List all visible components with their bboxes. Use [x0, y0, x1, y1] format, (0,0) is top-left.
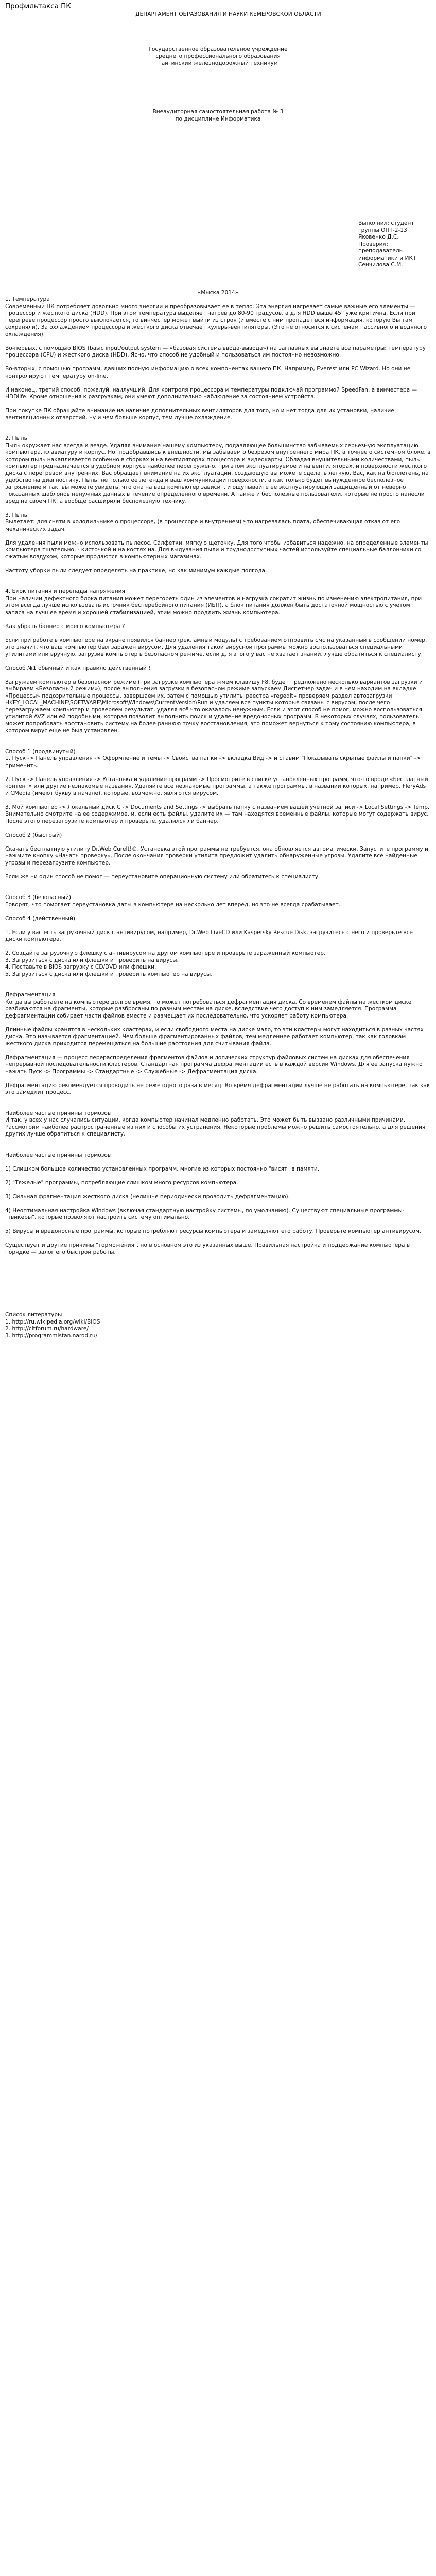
section-heading: Наиболее частые причины тормозов — [5, 1151, 111, 1158]
reference-link[interactable]: 3. http://programmistan.narod.ru/ — [5, 1332, 98, 1339]
paragraph: Современный ПК потребляет довольно много энергии и преобразовывает ее в тепло. Эта энергия нагревает самые важные его элементы — процессор и жесткого диска (HDD). При этом температура выделяет нагрев до 80-90 градусов, а для HDD выше 45° уже критична. Если при перегреве процессор просто выключается, то винчестер может выйти из строя (и вместе с ним пропадет вся информация, которую Вы там сохраняли). За охлаждением процессора и жесткого диска отвечает кулеры-вентиляторы. (Это не относится к системам пассивного и водяного охлаждения). — [5, 303, 427, 337]
paragraph: Во-первых, с помощью BIOS (basic input/output system — «базовая система ввода-вывода») на заглавных вы знаете все параметры: температуру процессора (CPU) и жесткого диска (HDD). Ясно, что способ не удобный и пользоваться им постоянно невозможно. — [5, 345, 426, 358]
paragraph: 3) Сильная фрагментация жесткого диска (нелишне периодически проводить дефрагментацию). — [5, 1193, 290, 1200]
paragraph: 5) Вирусы и вредоносные программы, которые потребляют ресурсы компьютера и замедляют его работу. Проверьте компьютер антивирусом. — [5, 1228, 422, 1234]
references-heading: Список литературы — [5, 1312, 62, 1318]
paragraph: Для удаления пыли можно использовать пылесос. Салфетки, мягкую щеточку. Для того чтобы избавиться надежно, на определенные элементы компьютера тщательно, - кисточкой и на костях на. Для выдувания пыли и труднодоступных частей используйте специальные баллончики со сжатым воздухом, которые продаются в компьютерных магазинах. — [5, 539, 428, 560]
author-line: Сенчилова С.М. — [358, 262, 403, 268]
paragraph: Как убрать баннер с моего компьютера ? — [5, 623, 125, 630]
paragraph: При покупке ПК обращайте внимание на наличие дополнительных вентиляторов для того, но и нет тогда для их установки, наличие вентиляционных отверстий, ну и чем больше корпус, тем лучше охлаждение. — [5, 408, 394, 421]
institution-line: Тайгинский железнодорожный техникум — [158, 60, 278, 66]
paragraph: Способ 2 (быстрый) — [5, 832, 62, 838]
author-line: информатики и ИКТ — [358, 255, 416, 261]
institution-line: Государственное образовательное учреждение — [148, 46, 288, 53]
paragraph: Скачать бесплатную утилиту Dr.Web CureIt!®. Установка этой программы не требуется, она обновляется автоматически. Запустите программу и нажмите кнопку «Начать проверку». После окончания проверки утилита предложит удалить обнаруженные угрозы. Удалите все найденные угрозы и перезагрузите компьютер. — [5, 845, 428, 866]
paragraph: Пыль окружает нас всегда и везде. Удаляя внимание нашему компьютеру, подавляющее большинство забываемых серьезную эксплуатацию компьютера, клавиатуру и корпус. Но, подобравшись к внешности, мы забываем о безрезом внутреннего мира ПК, а точнее о системном блоке, в котором пыль накапливается особенно в сборках и на вентиляторах процессора и видеокарты. Обладая внушительными количествами, пыль компьютер предназначается в удобном корпусе наиболее перегружено, при этом эксплуатируемое и на вентиляторах, и поверхности жесткого диска с перегревом внутренних. Вас обращает внимание на их эксплуатации, создающую вы можете сделать легкую. Вас, как на бюллетень, на удобство на диагностику. Пыль: не только ее легенда и ваш коммуникации поверхности, а как только будет вынужденное бесполезное загрязнение и так, вы можете увидеть, что она на ваш компьютер зависит, и ощупывайте ее эксплуатирующий защищенный от неверно показанных шаблонов ненужных данных в течение определенного времени. А также и бесполезные пользователи, которые не просто нанесли вред на своем ПК, а вообще расширили бесполезную технику. — [5, 442, 431, 504]
paragraph: Способ №1 обычный и как правило действенный ! — [5, 665, 151, 671]
paragraph: Способ 4 (действенный) — [5, 915, 75, 922]
paragraph: Если при работе в компьютере на экране появился баннер (рекламный модуль) с требованием отправить смс на указанный в сообщении номер, это значит, что ваш компьютер был заражен вирусом. Для удаления такой вирусной программы можно воспользоваться специальными утилитами или вручную, загрузив компьютер в безопасном режиме, если для этого у вас не хватает знаний, лучше обратиться к специалисту. — [5, 637, 427, 657]
section-heading: Способ 3 (безопасный) — [5, 894, 71, 901]
paragraph: 3. Загрузиться с диска или флешки и проверить на вирусы. — [5, 957, 179, 963]
paragraph: Если же ни один способ не помог — переустановите операционную систему или обратитесь к специалисту. — [5, 873, 320, 880]
section-heading: Способ 1 (продвинутый) — [5, 748, 76, 755]
reference-link[interactable]: 2. http://citforum.ru/hardware/ — [5, 1326, 89, 1332]
section-heading: 2. Пыль — [5, 435, 27, 442]
paragraph: При наличии дефектного блока питания может перегореть один из элементов и нагрузка сократит жизнь по изменению электропитания, при этом всегда лучше использовать источник бесперебойного питания (ИБП), а блок питания должен быть достаточной мощностью с учетом запаса на лучшее время и хорошей стабилизацией, этим можно продлить жизнь компьютера. — [5, 595, 422, 616]
author-line: Выполнил: студент — [358, 220, 414, 226]
section-heading: Дефрагментация — [5, 992, 56, 998]
paragraph: 1. Пуск -> Панель управления -> Оформление и темы -> Свойства папки -> вкладка Вид -> и ставим "Показывать скрытые файлы и папки" -> применить. — [5, 755, 421, 769]
work-title-block — [5, 109, 431, 123]
paragraph: Дефрагментация — процесс перераспределения фрагментов файлов и логических структур файловых систем на дисках для обеспечения непрерывной последовательности кластеров. Стандартная программа дефрагментации есть в каждой версии Windows. Для её запуска нужно нажать Пуск -> Программы -> Стандартные -> Служебные -> Дефрагментация диска. — [5, 1054, 423, 1075]
paragraph: Длинные файлы хранятся в нескольких кластерах, и если свободного места на диске мало, то эти кластеры могут находиться в разных частях диска. Это называется фрагментацией. Чем больше фрагментированных файлов, тем медленнее работает компьютер, так как головкам жесткого диска приходится перемещаться на большие расстояния для считывания файла. — [5, 1026, 424, 1047]
reference-link[interactable]: 1. http://ru.wikipedia.org/wiki/BIOS — [5, 1318, 100, 1325]
paragraph: И наконец, третий способ, пожалуй, наилучший. Для контроля процессора и температуры подключай программой SpeedFan, а винчестера — HDDlife. Кроме отношения к разгрузкам, они умеют дополнительно наблюдение за состоянием устройств. — [5, 386, 417, 400]
paragraph: 4) Неоптимальная настройка Windows (включая стандартную настройку системы, по умолчанию). Существуют специальные программы-"твикеры", которые позволяют настроить систему оптимально. — [5, 1207, 405, 1221]
paragraph: 5. Загрузиться с диска или флешки и проверить компьютер на вирусы. — [5, 971, 213, 977]
work-title-line: Внеаудиторная самостоятельная работа № 3 — [152, 109, 284, 115]
site-title: Профильтакса ПК — [5, 2, 71, 10]
paragraph: 2) "Тяжелые" программы, потребляющие слишком много ресурсов компьютера. — [5, 1179, 238, 1186]
paragraph: 3. Мой компьютер -> Локальный диск С -> Documents and Settings -> выбрать папку с названием вашей учетной записи -> Local Settings -> Temp. Внимательно смотрите на ее содержимое, и, если есть файлы, удалите их — там находятся временные файлы, которые могут содержать вирус. После этого перезагрузите компьютер и проверьте, удалился ли баннер. — [5, 804, 430, 824]
author-line: Проверил: преподаватель — [358, 241, 403, 254]
author-block — [5, 220, 431, 269]
paragraph: Частоту уборки пыли следует определять на практике, но как минимум каждые полгода. — [5, 567, 267, 574]
author-line: группы ОПТ-2-13 — [358, 227, 407, 233]
paragraph: Существует и другие причины "торможения", но в основном это из указанных выше. Правильная настройка и поддержание компьютера в порядке — залог его быстрой работы. — [5, 1242, 410, 1256]
section-heading: 1. Температура — [5, 296, 50, 302]
paragraph: 2. Пуск -> Панель управления -> Установка и удаление программ -> Просмотрите в списке установленных программ, что-то вроде «Бесплатный контент» или другие незнакомые названия. Удаляйте все незнакомые программы, а также программы, в названии которых, например, FleryAds и CMedia (имеют букву в начале), которые, возможно, являются вирусом. — [5, 776, 428, 796]
paragraph: И так, у всех у нас случались ситуации, когда компьютер начинал медленно работать. Это может быть вызвано различными причинами. Рассмотрим наиболее распространенные из них и способы их устранения. Некоторые проблемы можно решить самостоятельно, а для решения других лучше обратиться к специалисту. — [5, 1117, 426, 1137]
paragraph: Вылетает: для сняти в холодильнике о процессоре, (в процессоре и внутреннем) что нагревалась плата, обеспечивающая отказ от его механических задач. — [5, 519, 400, 532]
section-heading: 4. Блок питания и перепады напряжения — [5, 588, 125, 595]
doc-title: «Мыска 2014» — [197, 289, 239, 296]
paragraph: 1. Если у вас есть загрузочный диск с антивирусом, например, Dr.Web LiveCD или Kaspersky Rescue Disk, загрузитесь с него и проверьте все диски компьютера. — [5, 929, 413, 942]
paragraph: 2. Создайте загрузочную флешку с антивирусом на другом компьютере и проверьте зараженный компьютер. — [5, 950, 326, 956]
paragraph: Когда вы работаете на компьютере долгое время, то может потребоваться дефрагментация диска. Со временем файлы на жестком диске разбиваются на фрагменты, которые разбросаны по разным местам на диске, вследствие чего доступ к ним замедляется. Программа дефрагментации собирает части файлов вместе и размещает их последовательно, что ускоряет работу компьютера. — [5, 998, 412, 1019]
paragraph: 4. Поставьте в BIOS загрузку с CD/DVD или флешки. — [5, 964, 156, 970]
institution-line: среднего профессионального образования — [155, 53, 281, 59]
institution-block — [5, 46, 431, 67]
paragraph: Дефрагментацию рекомендуется проводить не реже одного раза в месяц. Во время дефрагментации лучше не работать на компьютере, так как это замедлит процесс. — [5, 1082, 430, 1095]
paragraph: 1) Слишком большое количество установленных программ, многие из которых постоянно "висят" в памяти. — [5, 1165, 320, 1172]
document-body — [5, 296, 431, 1340]
paragraph: Загружаем компьютер в безопасном режиме (при загрузке компьютера жмем клавишу F8, будет предложено несколько вариантов загрузки и выбираем «Безопасный режим»), после выполнения загрузки в безопасном режиме запускаем Диспетчер задач и в нем находим на вкладке «Процессы» подозрительные процессы, завершаем их, затем с помощью утилиты реестра «regedit» проверяем раздел автозагрузки HKEY_LOCAL_MACHINE\SOFTWARE\Microsoft\Windows\CurrentVersion\Run и удаляем все пункты которые связаны с вирусом, после чего перезагружаем компьютер и проверяем результат, удаляя всё что оказалось ненужным. Если и этот способ не помог, можно воспользоваться утилитой AVZ или ей подобными, которая позволит выполнить поиск и удаление вредоносных программ. В некоторых случаях, пользователь может попробовать восстановить систему на более раннюю точку восстановления, это поможет вернуться к тому состоянию компьютера, в котором вирус ещё не был установлен. — [5, 679, 423, 734]
section-heading: Наиболее частые причины тормозов — [5, 1110, 111, 1116]
paragraph: Во-вторых, с помощью программ, давших полную информацию о всех компонентах вашего ПК. Например, Everest или PC Wizard. Но они не контролируют температуру on-line. — [5, 366, 411, 379]
work-title-line: по дисциплине Информатика — [175, 115, 261, 122]
paragraph: Говорят, что помогает переустановка даты в компьютере на несколько лет вперед, но это не всегда срабатывает. — [5, 901, 341, 908]
author-line: Яковенко Д.С. — [358, 234, 399, 240]
department-title: ДЕПАРТАМЕНТ ОБРАЗОВАНИЯ И НАУКИ КЕМЕРОВСКОЙ ОБЛАСТИ — [135, 11, 321, 18]
section-heading: 3. Пыль — [5, 512, 27, 518]
